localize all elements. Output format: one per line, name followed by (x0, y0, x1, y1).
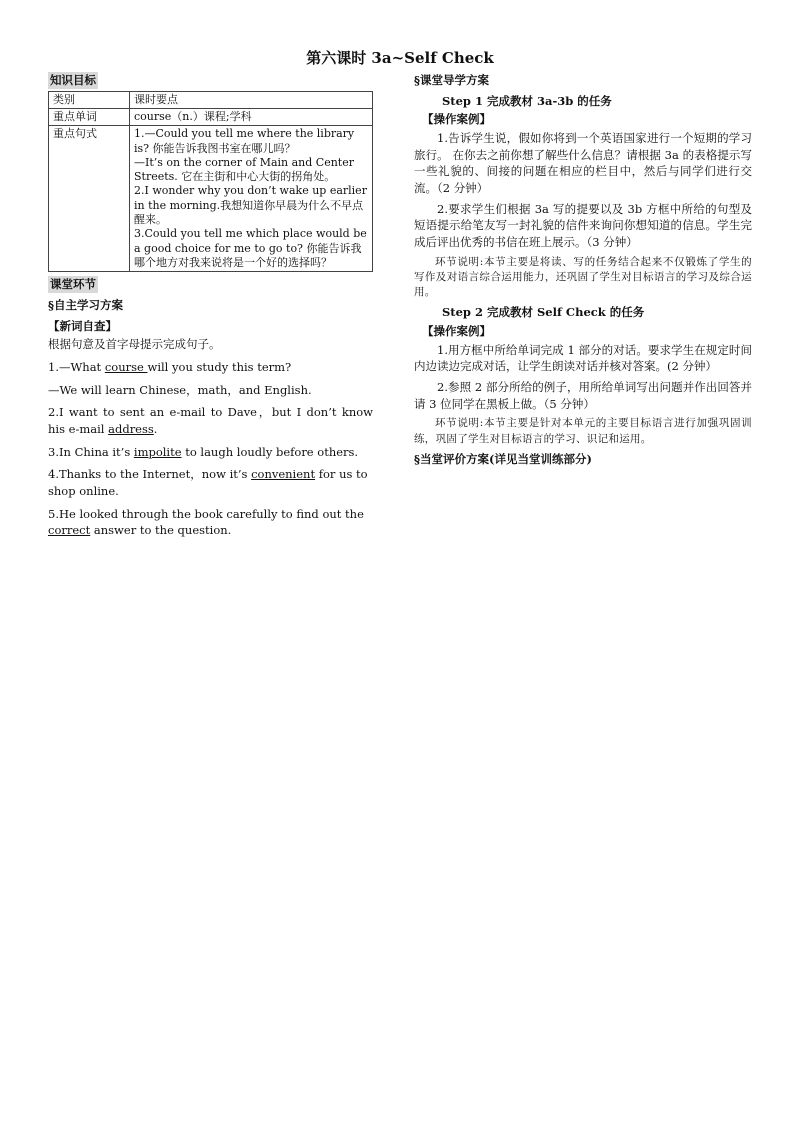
table-row (49, 91, 373, 108)
step1-note: 环节说明:本节主要是将读、写的任务结合起来不仅锻炼了学生的写作及对语言综合运用能力，还巩固了学生对目标语言的学习及综合运用。 (414, 255, 752, 299)
vocab-value: course（n.）课程;学科 (130, 108, 373, 125)
right-column (414, 72, 752, 468)
vocab-label: 重点单词 (49, 108, 130, 125)
exercise-item: 2.I want to sent an e-mail to Dave，but I don’t know his e-mail address. (48, 405, 373, 436)
table-row (49, 126, 373, 272)
step2-paragraph: 1.用方框中所给单词完成 1 部分的对话。要求学生在规定时间内边读边完成对话，让学生朗读对话并核对答案。(2 分钟） (414, 342, 752, 374)
step2-case-heading: 【操作案例】 (422, 324, 491, 339)
sentence-list (130, 126, 373, 272)
sentence-item: —It’s on the corner of Main and Center Streets. 它在主街和中心大街的拐角处。 (134, 155, 354, 184)
knowledge-heading: 知识目标 (50, 73, 96, 87)
exercise-item: 5.He looked through the book carefully to find out the correct answer to the question. (48, 506, 364, 538)
self-study-heading: §自主学习方案 (48, 297, 124, 312)
exercise-item: 1.—What course will you study this term? (48, 359, 292, 374)
table-row (49, 108, 373, 125)
step1-paragraph: 1.告诉学生说，假如你将到一个英语国家进行一个短期的学习旅行。 在你去之前你想了解些什么信息？请根据 3a 的表格提示写一些礼貌的、间接的问题在相应的栏目中，然后与同学们进行交流。（2 分钟） (414, 131, 752, 196)
step2-note: 环节说明:本节主要是针对本单元的主要目标语言进行加强巩固训练，巩固了学生对目标语言的学习、识记和运用。 (414, 417, 752, 445)
answer-underline: correct (48, 523, 91, 538)
exercise-item: 3.In China it’s impolite to laugh loudly before others. (48, 444, 359, 459)
table-header-cell: 类别 (49, 91, 130, 108)
page-title: 第六课时 3a~Self Check (306, 49, 494, 67)
exercise-item: —We will learn Chinese，math，and English. (48, 382, 312, 397)
sentence-item: 2.I wonder why you don’t wake up earlier in the morning.我想知道你早晨为什么不早点醒来。 (134, 184, 367, 227)
objectives-table (48, 91, 373, 273)
step1-paragraph: 2.要求学生们根据 3a 写的提要以及 3b 方框中所给的句型及短语提示给笔友写一封礼貌的信件来询问你想知道的信息。学生完成后评出优秀的书信在班上展示。（3 分钟） (414, 201, 752, 250)
table-header-cell: 课时要点 (130, 91, 373, 108)
step2-paragraph: 2.参照 2 部分所给的例子，用所给单词写出问题并作出回答并请 3 位同学在黑板上做。（5 分钟） (414, 380, 752, 411)
sentence-item: 3.Could you tell me which place would be a good choice for me to go to? 你能告诉我哪个地方对我来说将是一个好的选择吗？ (134, 227, 367, 269)
instruction-text: 根据句意及首字母提示完成句子。 (48, 337, 221, 352)
answer-underline: course (104, 359, 148, 374)
step2-title: Step 2 完成教材 Self Check 的任务 (442, 305, 645, 320)
classroom-heading: 课堂环节 (50, 277, 96, 292)
answer-underline: impolite (133, 444, 182, 459)
new-words-heading: 【新词自查】 (48, 318, 117, 333)
answer-underline: address (108, 421, 154, 436)
step1-title: Step 1 完成教材 3a-3b 的任务 (442, 93, 612, 108)
sentence-label: 重点句式 (49, 126, 130, 272)
step1-case-heading: 【操作案例】 (422, 112, 491, 127)
answer-underline: convenient (251, 467, 316, 482)
left-column (48, 72, 373, 545)
evaluation-heading: §当堂评价方案(详见当堂训练部分) (414, 451, 592, 466)
sentence-item: 1.—Could you tell me where the library is? 你能告诉我图书室在哪儿吗？ (134, 127, 355, 155)
guide-heading: §课堂导学方案 (414, 73, 490, 87)
exercise-item: 4.Thanks to the Internet，now it’s convenient for us to shop online. (48, 467, 368, 498)
